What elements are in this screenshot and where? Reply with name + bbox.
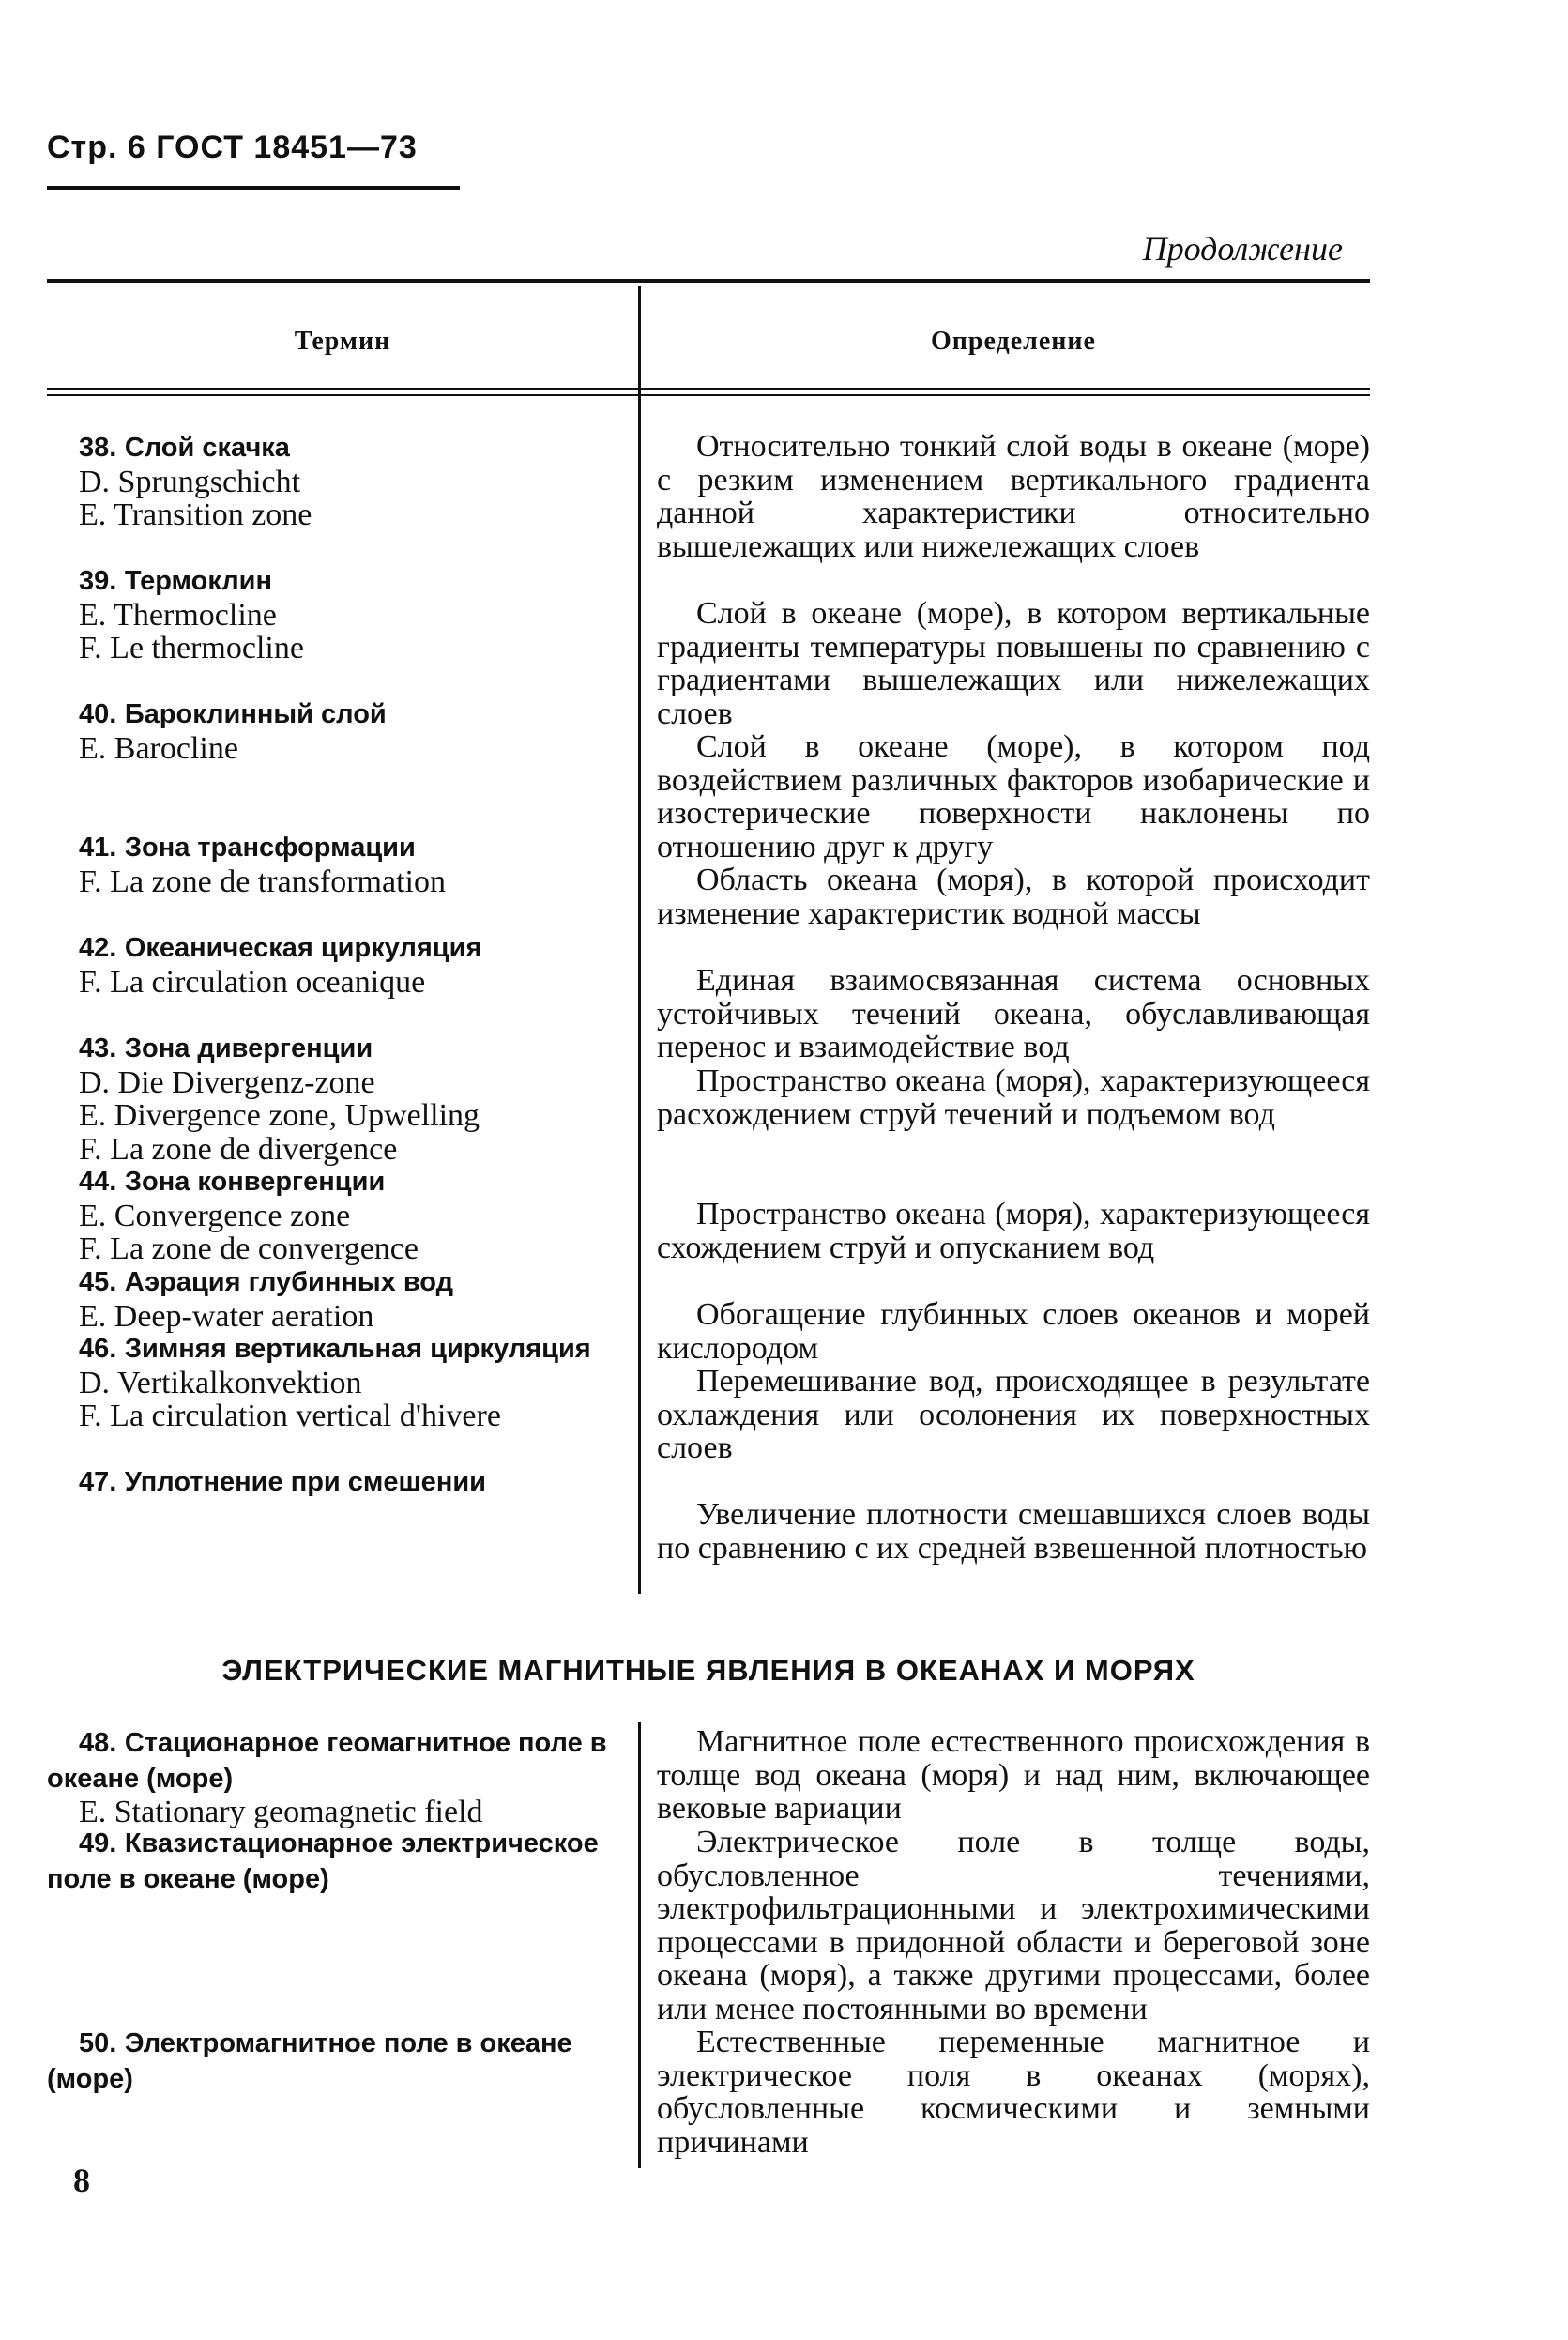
- definition-44: Пространство океана (моря), характеризующееся схождением струй и опусканием вод: [657, 1197, 1370, 1265]
- entry-41: [47, 830, 615, 930]
- entry-47: [47, 1464, 615, 1500]
- term-43: 43. Зона дивергенции: [79, 1033, 373, 1063]
- alt-term: E. Transition zone: [79, 497, 312, 533]
- continuation-label: Продолжение: [1142, 230, 1343, 268]
- entry-48: [47, 1725, 615, 1830]
- definition-42: Единая взаимосвязанная система основных устойчивых течений океана, обуславливающая перенос и взаимодействие вод: [657, 963, 1370, 1065]
- definition-41: Область океана (моря), в которой происходит изменение характеристик водной массы: [657, 863, 1370, 931]
- terms-column-1: [47, 430, 615, 1500]
- definition-48: Магнитное поле естественного происхождения в толще вод океана (моря) и над ним, включающее вековые вариации: [657, 1724, 1370, 1827]
- column-header-definition: Определение: [931, 327, 1096, 356]
- alt-term: E. Convergence zone: [79, 1198, 351, 1233]
- definition-50: Естественные переменные магнитное и электрическое поля в океанах (морях), обусловленные космическими и земными причинами: [657, 2025, 1370, 2160]
- alt-term: F. Le thermocline: [79, 631, 304, 666]
- term-42: 42. Океаническая циркуляция: [79, 933, 482, 963]
- alt-term: E. Divergence zone, Upwelling: [79, 1098, 480, 1134]
- term-46: 46. Зимняя вертикальная циркуляция: [79, 1334, 591, 1364]
- page-number: 8: [73, 2162, 90, 2199]
- alt-term: F. La zone de convergence: [79, 1231, 419, 1267]
- term-41: 41. Зона трансформации: [79, 833, 416, 863]
- alt-term: F. La zone de divergence: [79, 1131, 398, 1167]
- table-header-rule-2: [47, 394, 1370, 396]
- table-header-rule-1: [47, 388, 1370, 390]
- term-50: 50. Электромагнитное поле в океане (море): [47, 2028, 580, 2094]
- alt-term: D. Sprungschicht: [79, 464, 301, 499]
- definition-47: Увеличение плотности смешавшихся слоев воды по сравнению с их средней взвешенной плотностью: [657, 1497, 1370, 1566]
- header-underline: [47, 186, 460, 190]
- alt-term: D. Vertikalkonvektion: [79, 1365, 362, 1400]
- term-47: 47. Уплотнение при смешении: [79, 1467, 486, 1497]
- alt-term: E. Barocline: [79, 730, 238, 766]
- definitions-column-2: [657, 1725, 1370, 2159]
- alt-term: F. La zone de transformation: [79, 864, 446, 899]
- entry-44: [47, 1164, 615, 1267]
- alt-term: E. Thermocline: [79, 597, 277, 633]
- column-divider: [638, 286, 641, 1594]
- term-49: 49. Квазистационарное электрическое поле в океане (море): [47, 1828, 606, 1894]
- entry-39: [47, 529, 615, 696]
- column-divider-2: [638, 1722, 641, 2168]
- term-45: 45. Аэрация глубинных вод: [79, 1267, 454, 1297]
- definition-39: Слой в океане (море), в котором вертикальные градиенты температуры повышены по сравнению с градиентами вышележащих или нижележащих слоев: [657, 596, 1370, 731]
- page-header-reference: Стр. 6 ГОСТ 18451—73: [47, 130, 418, 165]
- term-40: 40. Бароклинный слой: [79, 699, 387, 729]
- entry-49: [47, 1826, 615, 2026]
- term-48: 48. Стационарное геомагнитное поле в океане (море): [47, 1728, 615, 1794]
- alt-term: E. Deep-water aeration: [79, 1298, 374, 1334]
- alt-term: E. Stationary geomagnetic field: [79, 1795, 483, 1830]
- definition-49: Электрическое поле в толще воды, обусловленное течениями, электрофильтрационными и электрохимическими процессами в придонной области и береговой зоне океана (моря), а также другими процессами, более или менее постоянными во времени: [657, 1825, 1370, 2026]
- entry-38: [47, 430, 615, 533]
- definition-45: Обогащение глубинных слоев океанов и морей кислородом: [657, 1297, 1370, 1366]
- definitions-column-1: [657, 430, 1370, 1565]
- column-header-terms: Термин: [294, 327, 391, 356]
- entry-45: [47, 1264, 615, 1334]
- entry-43: [47, 1031, 615, 1167]
- definition-43: Пространство океана (моря), характеризующееся расхождением струй течений и подъемом вод: [657, 1063, 1370, 1132]
- alt-term: F. La circulation vertical d'hivere: [79, 1399, 501, 1434]
- alt-term: F. La circulation oceanique: [79, 964, 426, 1000]
- term-39: 39. Термоклин: [79, 566, 272, 596]
- definition-40: Слой в океане (море), в котором под воздействием различных факторов изобарические и изостерические поверхности наклонены по отношению друг к другу: [657, 729, 1370, 864]
- term-44: 44. Зона конвергенции: [79, 1167, 386, 1197]
- term-38: 38. Слой скачка: [79, 433, 290, 463]
- alt-term: D. Die Divergenz-zone: [79, 1064, 375, 1100]
- definition-38: Относительно тонкий слой воды в океане (море) с резким изменением вертикального градиента данной характеристики относительно вышележащих или нижележащих слоев: [657, 429, 1370, 564]
- table-top-rule: [47, 279, 1370, 283]
- entry-40: [47, 696, 615, 830]
- entry-50: [47, 2026, 615, 2096]
- section-heading: ЭЛЕКТРИЧЕСКИЕ МАГНИТНЫЕ ЯВЛЕНИЯ В ОКЕАНАХ И МОРЯХ: [221, 1654, 1195, 1687]
- terms-column-2: [47, 1725, 615, 2096]
- entry-46: [47, 1331, 615, 1464]
- definition-46: Перемешивание вод, происходящее в результате охлаждения или осолонения их поверхностных слоев: [657, 1364, 1370, 1466]
- entry-42: [47, 930, 615, 1031]
